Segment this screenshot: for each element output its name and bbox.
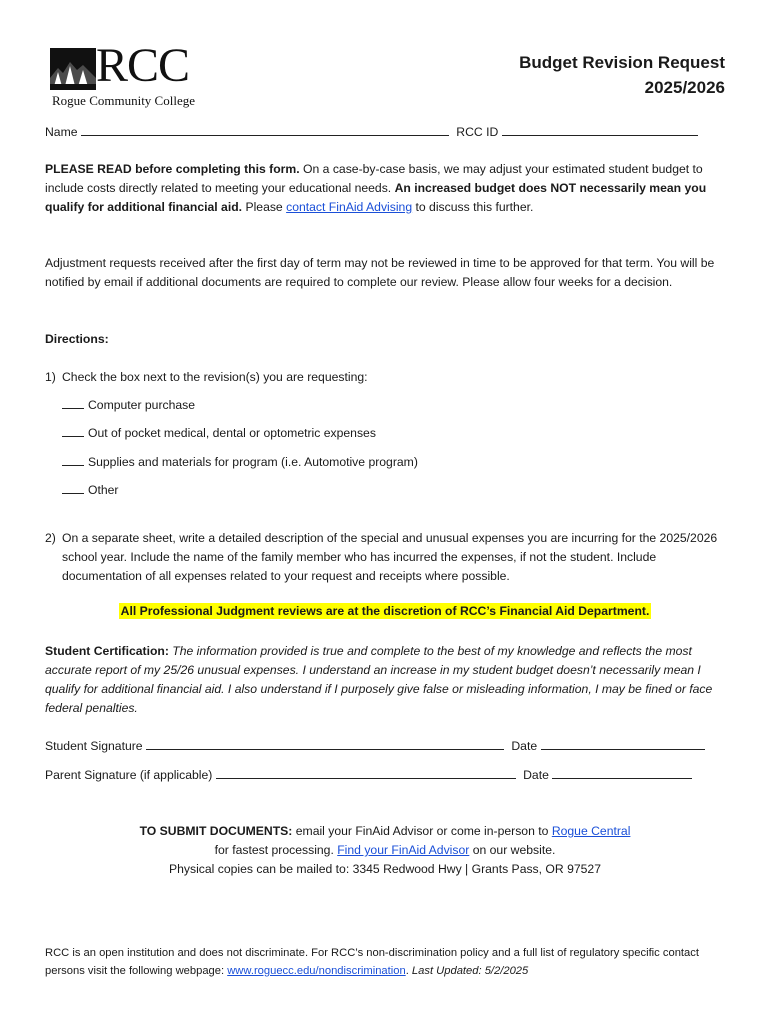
title-line-1: Budget Revision Request [519,53,725,72]
professional-judgment-notice [0,604,770,618]
logo-letters: RCC [96,39,190,92]
adjustment-paragraph: Adjustment requests received after the first day of term may not be reviewed in time to be approved for that term. You will be notified by email if additional documents are required to complete our review. Please allow four weeks for a decision. [45,256,715,289]
footer-text: RCC is an open institution and does not discriminate. For RCC’s non-discrimination policy and a full list of regulatory specific contact persons visit the following webpage: [45,947,699,977]
certification-label: Student Certification: [45,644,169,658]
student-date-field[interactable] [541,737,705,750]
intro-text-2: Please [242,200,287,214]
option-label: Supplies and materials for program (i.e. Automotive program) [88,455,418,469]
student-date-label: Date [511,739,538,753]
option-label: Out of pocket medical, dental or optometric expenses [88,426,376,440]
directions-heading: Directions: [45,332,109,346]
option-checkbox[interactable] [62,454,84,466]
option-checkbox[interactable] [62,397,84,409]
step-1-number: 1) [45,370,56,384]
name-label: Name [45,125,78,139]
submit-heading: TO SUBMIT DOCUMENTS: [139,824,293,838]
option-checkbox[interactable] [62,425,84,437]
last-updated: Last Updated: 5/2/2025 [411,965,529,977]
option-label: Other [88,483,119,497]
submit-text-2: for fastest processing. [214,843,338,857]
intro-paragraph [45,160,725,217]
rcc-id-field[interactable] [502,123,698,136]
title-line-2: 2025/2026 [644,78,725,97]
option-medical[interactable] [62,424,376,443]
mountain-tree-icon [50,48,96,92]
submit-line-2 [0,841,770,860]
student-certification [45,642,725,718]
submit-text-1: email your FinAid Advisor or come in-person to [292,824,552,838]
mailing-address: Physical copies can be mailed to: 3345 Redwood Hwy | Grants Pass, OR 97527 [169,862,601,876]
parent-date-field[interactable] [552,766,692,779]
option-checkbox[interactable] [62,482,84,494]
rcc-logo [50,39,220,114]
footer-text-2: . [405,965,412,977]
nondiscrimination-link[interactable]: www.roguecc.edu/nondiscrimination [227,965,406,977]
page-title [519,50,725,100]
footer-notice [45,944,725,980]
step-1-text: Check the box next to the revision(s) you are requesting: [62,370,368,384]
option-supplies[interactable] [62,453,418,472]
option-other[interactable] [62,481,118,500]
highlighted-text: All Professional Judgment reviews are at the discretion of RCC’s Financial Aid Department. [120,604,650,618]
intro-text-3: to discuss this further. [412,200,534,214]
submit-text-3: on our website. [469,843,556,857]
student-signature-label: Student Signature [45,739,143,753]
rcc-id-label: RCC ID [456,125,499,139]
submit-line-1 [0,822,770,841]
parent-date-label: Date [523,768,549,782]
option-computer[interactable] [62,396,195,415]
rogue-central-link[interactable]: Rogue Central [551,824,631,838]
student-signature-field[interactable] [146,737,504,750]
parent-signature-field[interactable] [216,766,516,779]
step-1 [45,368,725,387]
parent-signature-label: Parent Signature (if applicable) [45,768,213,782]
step-2-text: On a separate sheet, write a detailed description of the special and unusual expenses you are incurring for the 2025/2026 school year. Include the name of the family member who has incurred the expenses, if not the student. Include documentation of all expenses related to your request and receipts where possible. [62,531,718,583]
logo-college-name: Rogue Community College [52,93,195,108]
option-label: Computer purchase [88,398,196,412]
step-2-number: 2) [45,531,56,545]
name-id-row [45,123,725,139]
intro-text-1: On a case-by-case basis, we may adjust your estimated student budget to include costs directly related to meeting your educational needs. [45,162,703,195]
parent-signature-row [45,766,725,782]
name-field[interactable] [81,123,449,136]
contact-finaid-link[interactable]: contact FinAid Advising [286,200,413,214]
certification-text: The information provided is true and complete to the best of my knowledge and reflects the most accurate report of my 25/26 unusual expenses. I understand an increase in my student budget doesn’t necessarily mean I qualify for additional financial aid. I also understand if I purposely give false or misleading information, I may be fined or face federal penalties. [45,644,713,715]
intro-bold-warning: An increased budget does NOT necessarily mean you qualify for additional financial aid. [45,181,707,214]
intro-bold-notice: PLEASE READ before completing this form. [45,162,300,176]
find-advisor-link[interactable]: Find your FinAid Advisor [337,843,470,857]
student-signature-row [45,737,725,753]
step-2 [45,529,725,586]
